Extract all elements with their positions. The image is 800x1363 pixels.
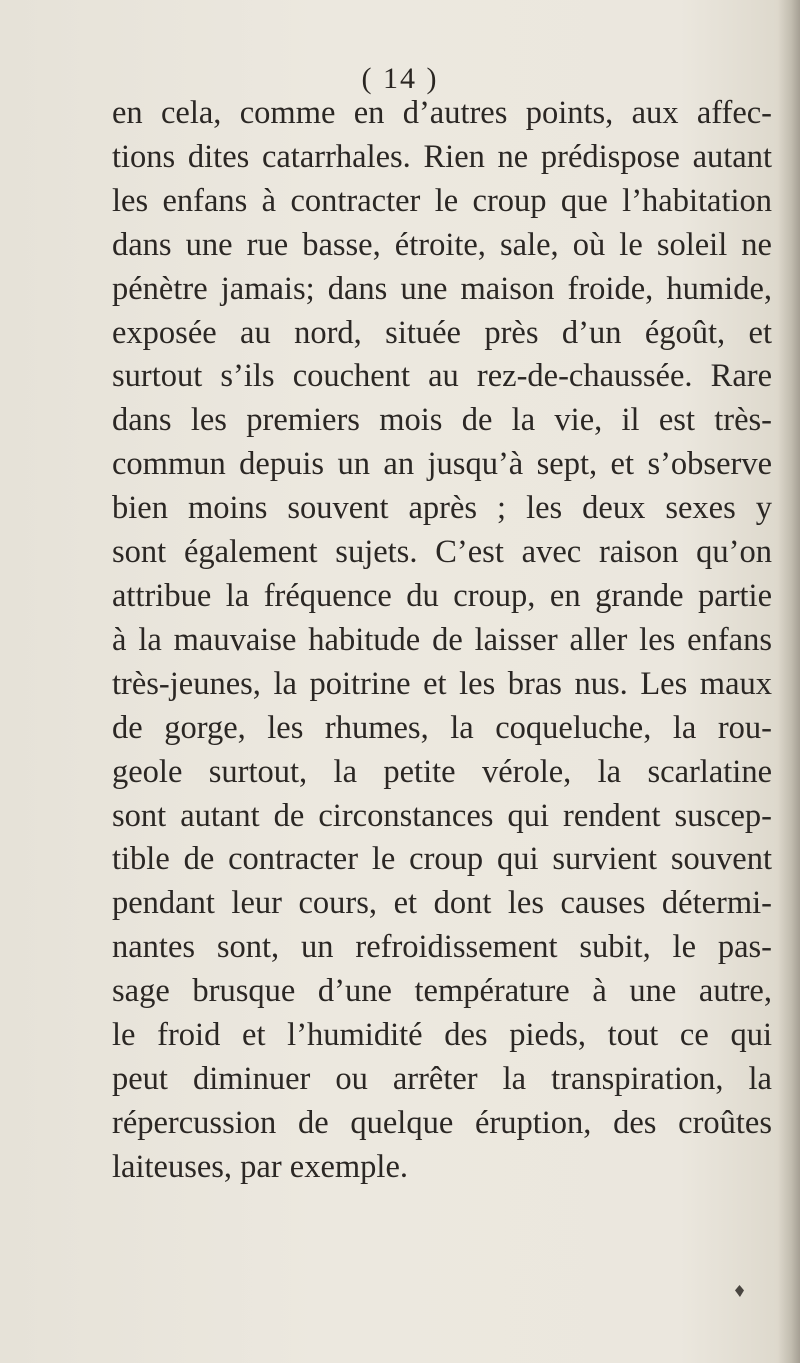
text-line: attribue la fréquence du croup, en grande partie (112, 577, 772, 614)
text-line: pénètre jamais; dans une maison froide, humide, (112, 270, 772, 307)
text-line: tible de contracter le croup qui survient souvent (112, 841, 772, 878)
text-line: nantes sont, un refroidissement subit, le pas- (112, 929, 772, 966)
text-line: exposée au nord, située près d’un égoût, et (112, 314, 772, 351)
text-line: en cela, comme en d’autres points, aux affec- (112, 95, 772, 131)
text-line: sont également sujets. C’est avec raison qu’on (112, 534, 772, 571)
text-line: laiteuses, par exemple. (112, 1148, 408, 1185)
text-line: surtout s’ils couchent au rez-de-chaussée. Rare (112, 358, 772, 395)
text-line: le froid et l’humidité des pieds, tout ce qui (112, 1017, 772, 1054)
text-line: peut diminuer ou arrêter la transpiration, la (112, 1060, 772, 1097)
text-line: pendant leur cours, et dont les causes détermi- (112, 885, 772, 922)
text-line: les enfans à contracter le croup que l’habitation (112, 182, 772, 219)
text-line: sage brusque d’une température à une autre, (112, 973, 772, 1010)
text-line: dans les premiers mois de la vie, il est très- (112, 402, 772, 439)
text-line: très-jeunes, la poitrine et les bras nus. Les maux (112, 665, 772, 702)
text-line: sont autant de circonstances qui rendent suscep- (112, 797, 772, 834)
text-line: répercussion de quelque éruption, des croûtes (112, 1104, 772, 1141)
text-line: dans une rue basse, étroite, sale, où le soleil ne (112, 226, 772, 263)
text-line: commun depuis un an jusqu’à sept, et s’observe (112, 446, 772, 483)
text-line: tions dites catarrhales. Rien ne prédispose autant (112, 138, 772, 175)
text-line: bien moins souvent après ; les deux sexes y (112, 490, 772, 527)
text-line: à la mauvaise habitude de laisser aller les enfans (112, 621, 772, 658)
body-text (112, 92, 772, 1190)
ink-speck (735, 1285, 744, 1297)
page-edge-shadow (778, 0, 800, 1363)
page-number: ( 14 ) (361, 62, 439, 95)
text-line: geole surtout, la petite vérole, la scarlatine (112, 753, 772, 790)
text-line: de gorge, les rhumes, la coqueluche, la rou- (112, 709, 772, 746)
